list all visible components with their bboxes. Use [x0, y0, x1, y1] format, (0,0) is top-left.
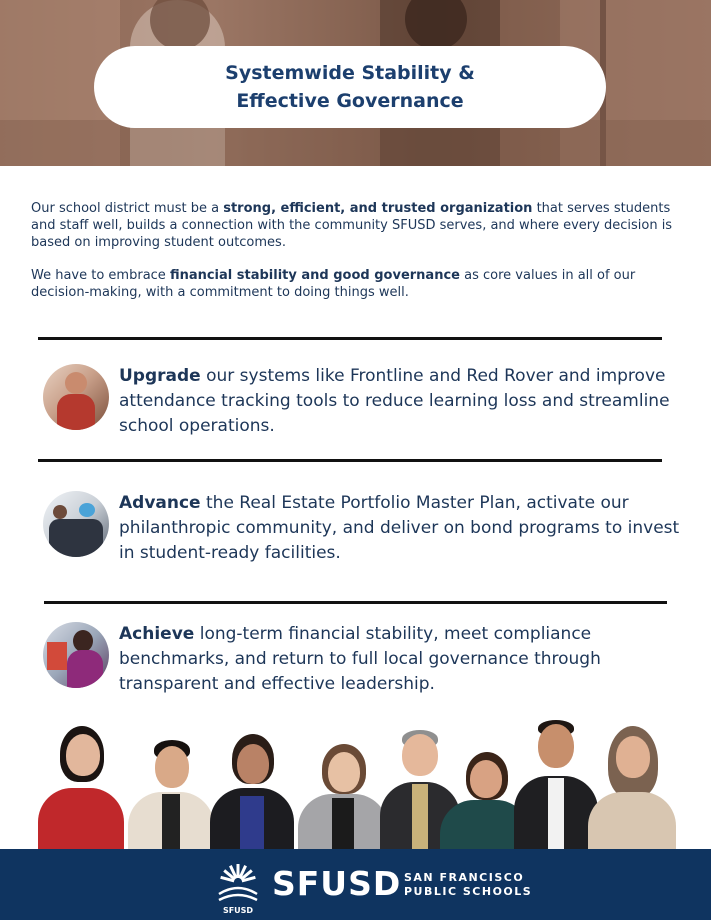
goal-text — [119, 364, 683, 439]
goal-lead: Achieve — [119, 624, 195, 644]
sfusd-wordmark: SFUSD — [272, 864, 402, 903]
goal-body: the Real Estate Portfolio Master Plan, activate our philanthropic community, and deliver on bond programs to invest in student-ready facilities. — [119, 493, 680, 563]
goal-text — [119, 491, 683, 566]
intro-section — [31, 200, 681, 317]
board-member — [210, 730, 294, 850]
goal-photo — [43, 491, 109, 557]
board-member — [128, 736, 214, 850]
divider — [44, 601, 667, 604]
goal-body: our systems like Frontline and Red Rover and improve attendance tracking tools to reduce learning loss and streamline school operations. — [119, 366, 670, 436]
board-member — [514, 718, 598, 850]
goal-item-upgrade — [43, 364, 683, 439]
goal-item-achieve — [43, 622, 683, 697]
intro-emphasis: financial stability and good governance — [169, 268, 460, 283]
board-member — [298, 744, 388, 850]
divider — [38, 337, 662, 340]
district-name-line-2: PUBLIC SCHOOLS — [404, 885, 533, 898]
intro-paragraph-1 — [31, 200, 681, 251]
board-member — [38, 718, 124, 850]
board-member — [588, 726, 676, 850]
seal-text: SFUSD — [222, 906, 254, 915]
intro-text: Our school district must be a — [31, 201, 224, 216]
goal-photo — [43, 622, 109, 688]
sfusd-seal-icon — [213, 860, 263, 910]
district-name-line-1: SAN FRANCISCO — [404, 871, 525, 884]
divider — [38, 459, 662, 462]
goal-text — [119, 622, 683, 697]
goal-photo — [43, 364, 109, 430]
district-name — [404, 871, 532, 899]
goal-lead: Upgrade — [119, 366, 201, 386]
title-pill — [94, 46, 606, 128]
goal-item-advance — [43, 491, 683, 566]
hero-banner — [0, 0, 711, 166]
goal-lead: Advance — [119, 493, 201, 513]
intro-emphasis: strong, efficient, and trusted organization — [223, 201, 533, 216]
page-title — [225, 59, 475, 115]
title-line-1: Systemwide Stability & — [225, 62, 475, 84]
intro-text: that serves students and staff well, builds a connection with the community SFUSD serves, and where every decision is based on improving student outcomes. — [31, 201, 673, 250]
footer-bar — [0, 849, 711, 920]
board-group-photo — [30, 718, 681, 850]
intro-text: as core values in all of our decision-making, with a commitment to doing things well. — [31, 268, 636, 300]
intro-text: We have to embrace — [31, 268, 170, 283]
title-line-2: Effective Governance — [236, 90, 464, 112]
intro-paragraph-2 — [31, 267, 681, 301]
goal-body: long-term financial stability, meet compliance benchmarks, and return to full local governance through transparent and effective leadership. — [119, 624, 601, 694]
